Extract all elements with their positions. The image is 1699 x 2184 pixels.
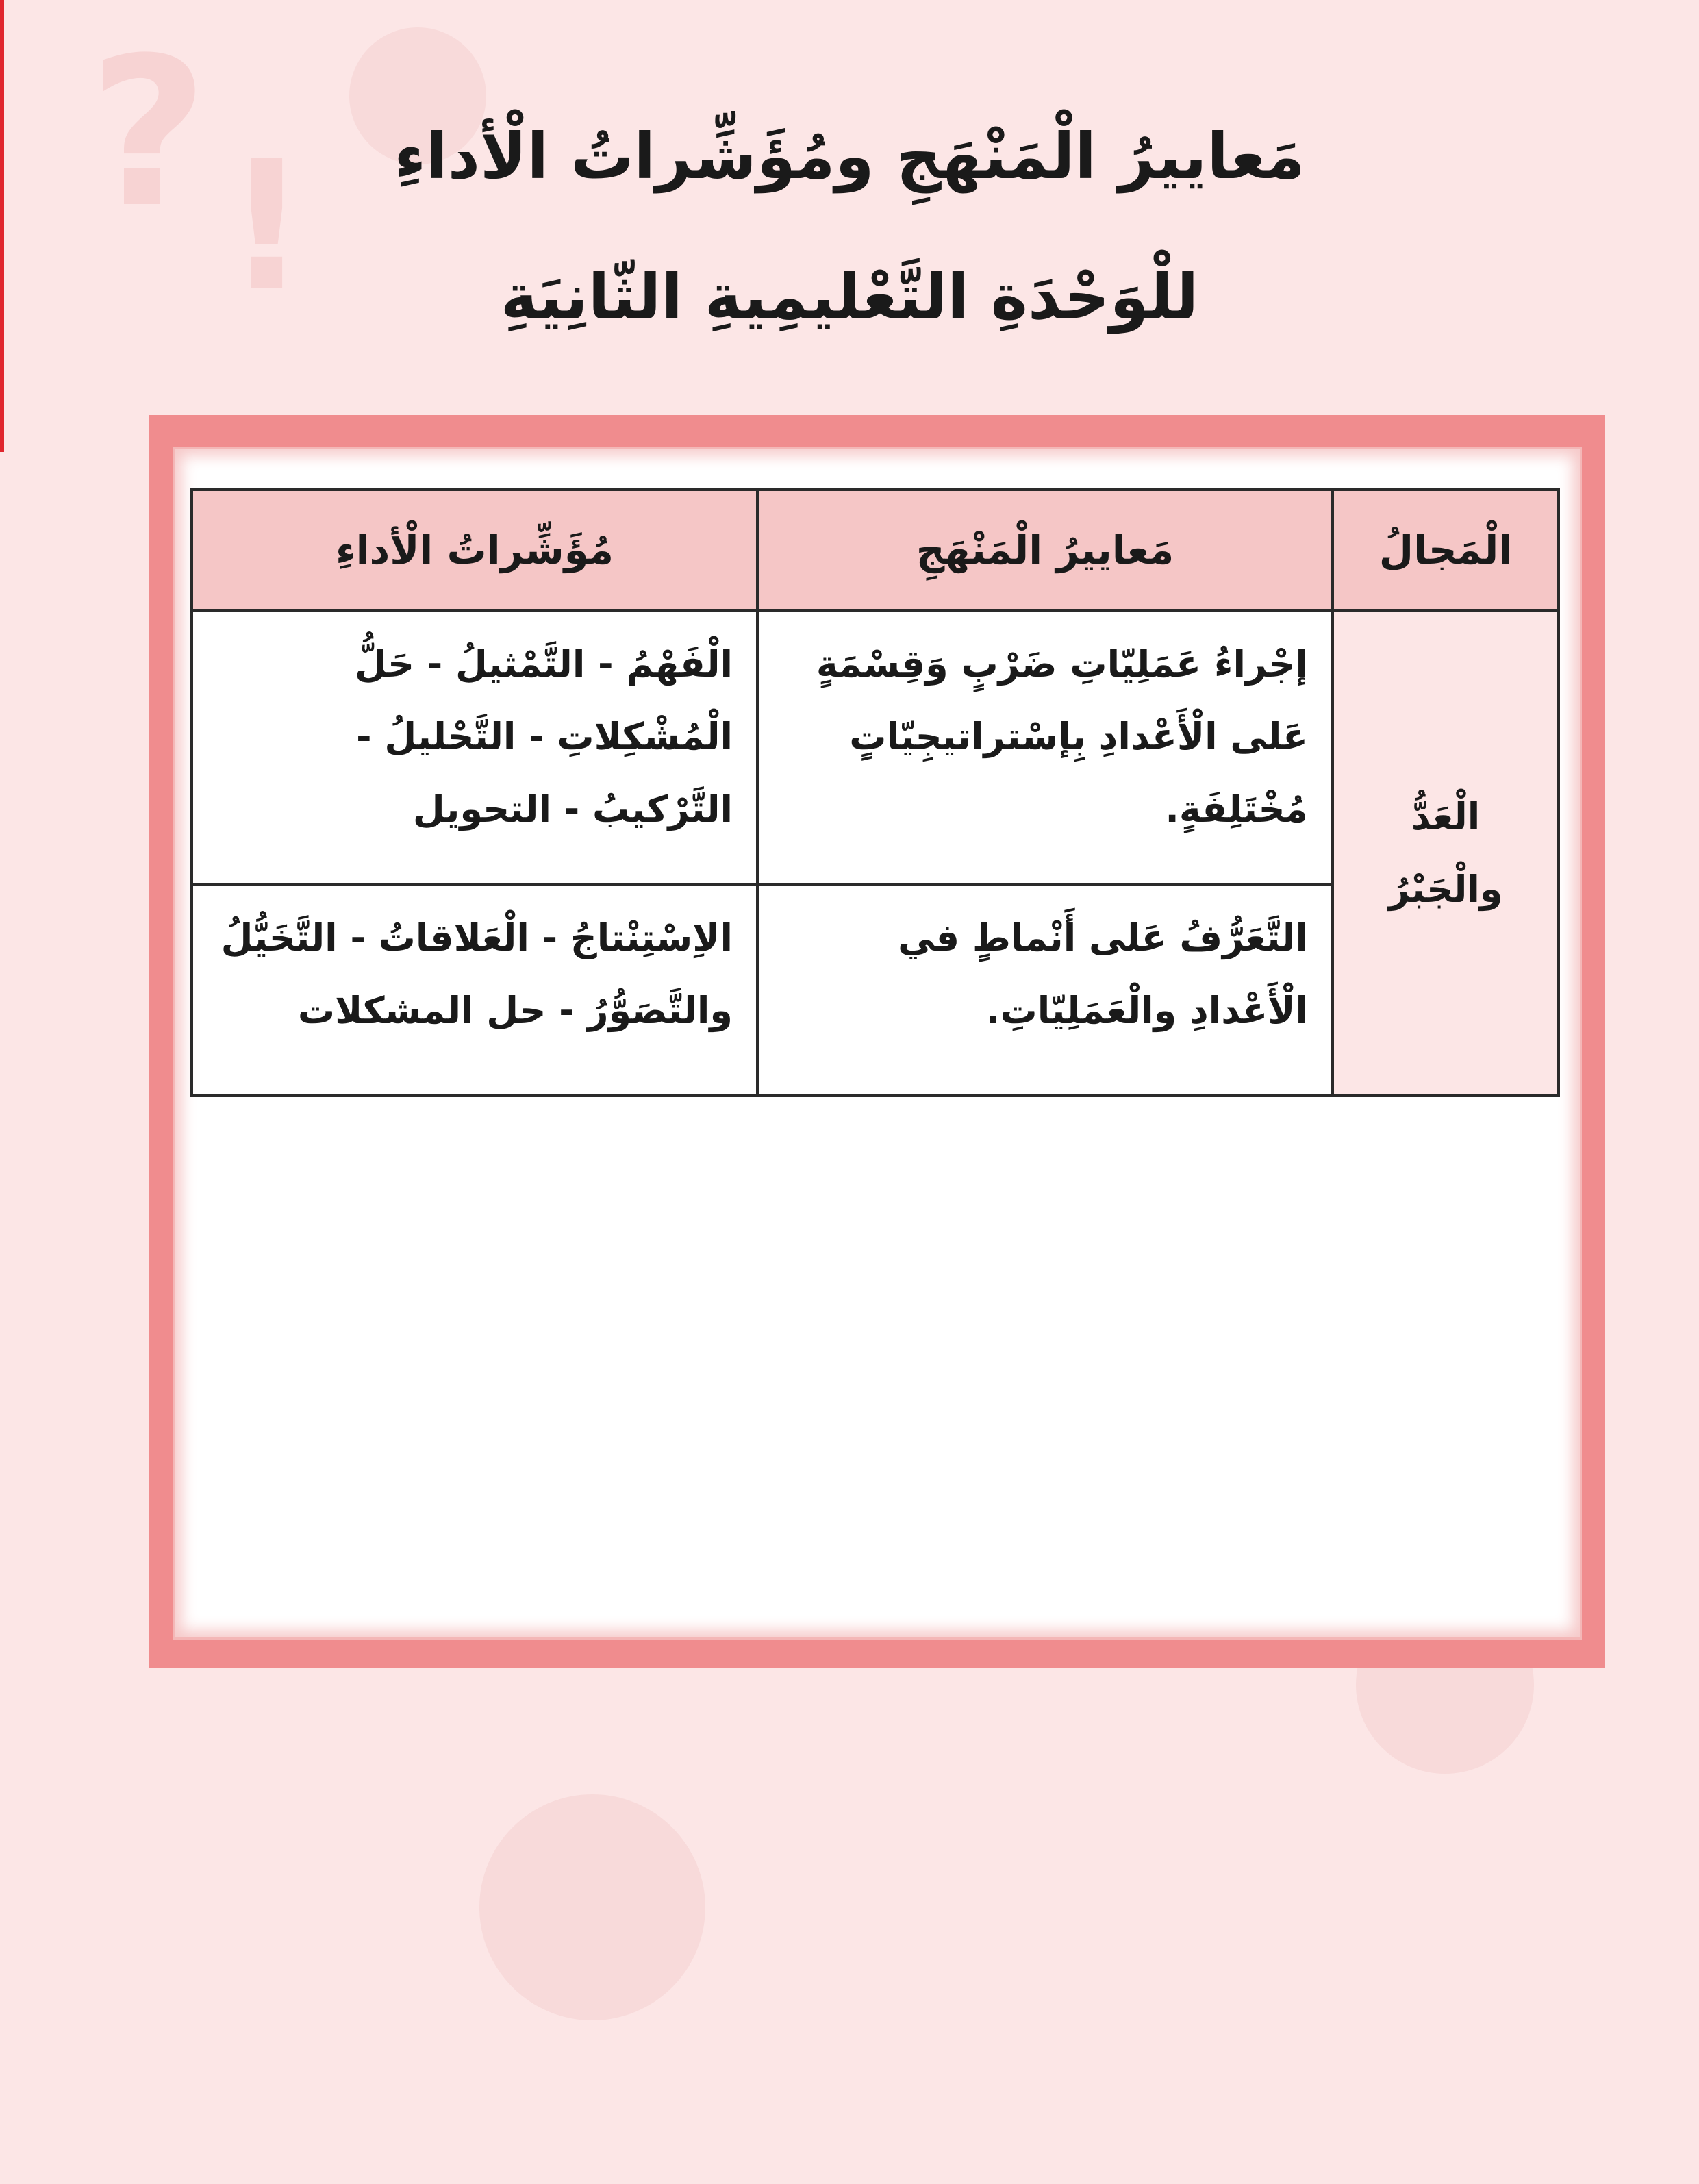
standard-cell-1: إجْراءُ عَمَلِيّاتِ ضَرْبٍ وَقِسْمَةٍ عَلى الْأَعْدادِ بِإسْتراتيجِيّاتٍ مُخْتَلِفَةٍ. bbox=[757, 610, 1333, 884]
standard-cell-2: التَّعَرُّفُ عَلى أَنْماطٍ في الْأَعْدادِ والْعَمَلِيّاتِ. bbox=[757, 884, 1333, 1096]
indicators-cell-1: الْفَهْمُ - التَّمْثيلُ - حَلُّ الْمُشْكِلاتِ - التَّحْليلُ - التَّرْكيبُ - التحويل bbox=[192, 610, 757, 884]
page-title-line-2: للْوَحْدَةِ التَّعْليمِيةِ الثّانِيَةِ bbox=[500, 260, 1199, 334]
header-standards: مَعاييرُ الْمَنْهَجِ bbox=[757, 490, 1333, 610]
table-row bbox=[192, 610, 1559, 884]
header-indicators: مُؤَشِّراتُ الْأداءِ bbox=[192, 490, 757, 610]
standards-table bbox=[190, 488, 1560, 1097]
table-header-row bbox=[192, 490, 1559, 610]
edge-accent-bar bbox=[0, 0, 4, 452]
question-mark-decoration: ? bbox=[89, 14, 209, 253]
header-domain: الْمَجالُ bbox=[1333, 490, 1559, 610]
page-title-line-1: مَعاييرُ الْمَنْهَجِ ومُؤَشِّراتُ الْأداءِ bbox=[394, 120, 1305, 193]
exclamation-decoration: ! bbox=[226, 123, 307, 330]
indicators-cell-2: الاِسْتِنْتاجُ - الْعَلاقاتُ - التَّخَيُّلُ والتَّصَوُّرُ - حل المشكلات bbox=[192, 884, 757, 1096]
domain-cell: الْعَدُّ والْجَبْرُ bbox=[1333, 610, 1559, 1096]
smiley-decoration-bottom bbox=[479, 1794, 705, 2020]
